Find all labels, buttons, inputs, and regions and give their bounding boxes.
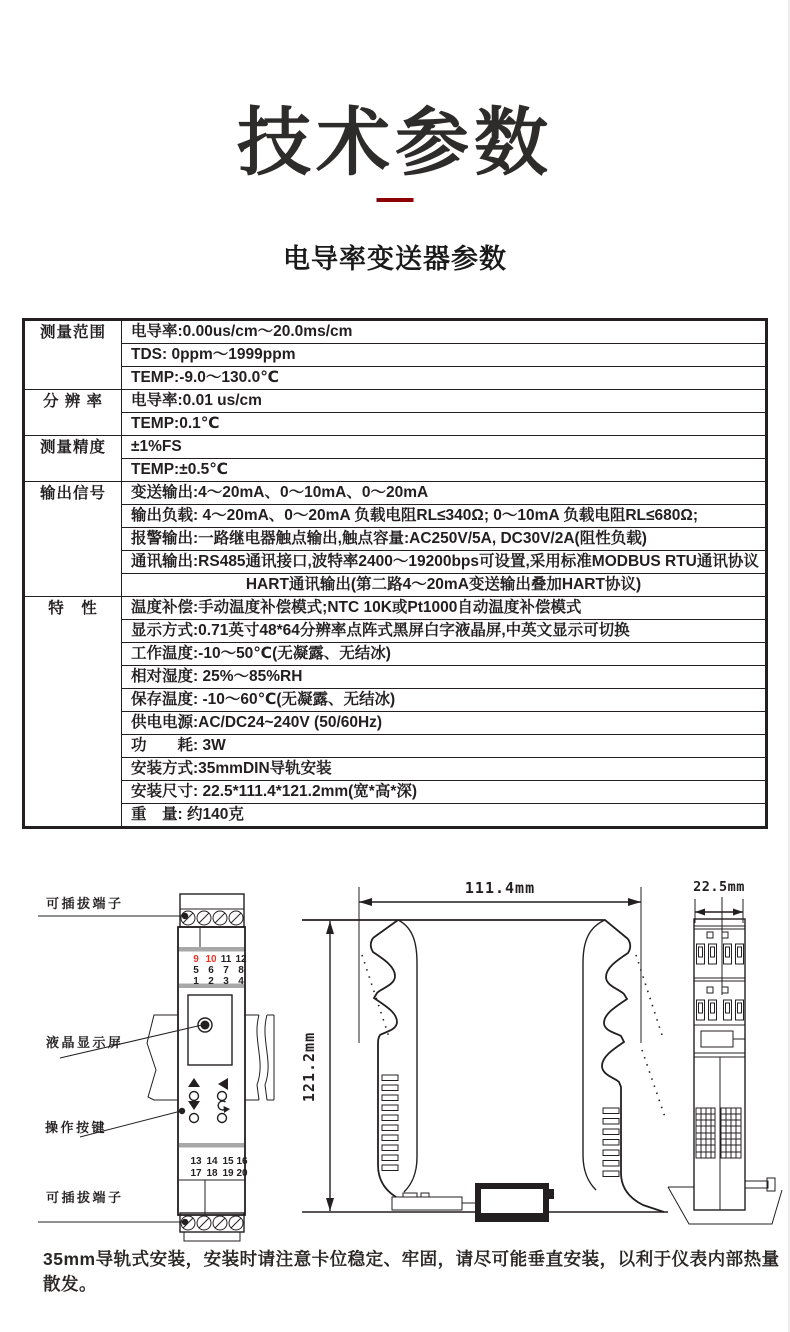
table-row <box>24 712 767 735</box>
spec-value-cell: 变送输出:4～20mA、0～10mA、0～20mA <box>122 482 767 505</box>
width-dimension <box>359 879 641 1043</box>
din-rail-graphic <box>147 1015 274 1100</box>
svg-text:19: 19 <box>222 1168 234 1179</box>
svg-text:13: 13 <box>190 1156 202 1167</box>
svg-text:18: 18 <box>206 1168 218 1179</box>
svg-text:液晶显示屏: 液晶显示屏 <box>46 1035 124 1050</box>
svg-text:15: 15 <box>222 1156 234 1167</box>
svg-text:可插拔端子: 可插拔端子 <box>46 896 124 911</box>
svg-text:8: 8 <box>238 965 244 976</box>
height-dimension <box>300 921 334 1211</box>
spec-group-header: 分 辨 率 <box>24 390 122 436</box>
operation-keys-graphic <box>188 1078 230 1123</box>
title-accent-divider <box>377 198 414 202</box>
spec-value-cell: TEMP:-9.0～130.0℃ <box>122 367 767 390</box>
top-terminal-block <box>180 894 244 927</box>
svg-text:111.4mm: 111.4mm <box>464 879 536 897</box>
svg-text:14: 14 <box>206 1156 218 1167</box>
svg-text:121.2mm: 121.2mm <box>300 1031 318 1103</box>
vent-grid-left <box>696 1108 715 1158</box>
spec-value-cell: 供电电源:AC/DC24~240V (50/60Hz) <box>122 712 767 735</box>
spec-value-cell: TEMP:±0.5℃ <box>122 459 767 482</box>
down-key-button <box>190 1114 199 1123</box>
lcd-display-graphic <box>188 995 232 1065</box>
table-row <box>24 574 767 597</box>
terminal-number-panel-top <box>193 954 247 987</box>
spec-value-cell: TDS: 0ppm～1999ppm <box>122 344 767 367</box>
din-clip-assembly <box>302 1186 668 1222</box>
down-arrow-icon <box>188 1101 200 1110</box>
table-row <box>24 551 767 574</box>
side-view-diagram <box>300 875 670 1245</box>
spec-table <box>22 318 768 829</box>
table-row <box>24 459 767 482</box>
vent-slots-right <box>603 1108 619 1177</box>
display-edge-window <box>701 1031 733 1047</box>
spec-group-header: 测量精度 <box>24 436 122 482</box>
spec-value-cell: 工作温度:-10～50℃(无凝露、无结冰) <box>122 643 767 666</box>
installation-note: 35mm导轨式安装，安装时请注意卡位稳定、牢固，请尽可能垂直安装，以利于仪表内部热量散发。 <box>43 1249 780 1294</box>
svg-text:17: 17 <box>190 1168 202 1179</box>
table-row <box>24 413 767 436</box>
end-view-diagram <box>665 875 790 1245</box>
table-row <box>24 620 767 643</box>
table-row <box>24 528 767 551</box>
table-row <box>24 505 767 528</box>
svg-text:7: 7 <box>223 965 229 976</box>
svg-text:6: 6 <box>208 965 214 976</box>
spec-value-cell: 安装方式:35mmDIN导轨安装 <box>122 758 767 781</box>
svg-text:1: 1 <box>193 976 199 987</box>
callout-top-terminal <box>38 896 188 919</box>
spec-value-cell: 显示方式:0.71英寸48*64分辨率点阵式黑屏白字液晶屏,中英文显示可切换 <box>122 620 767 643</box>
spec-value-cell: 功 耗: 3W <box>122 735 767 758</box>
spec-value-cell: 温度补偿:手动温度补偿模式;NTC 10K或Pt1000自动温度补偿模式 <box>122 597 767 620</box>
spec-value-cell: 通讯输出:RS485通讯接口,波特率2400～19200bps可设置,采用标准MODBUS RTU通讯协议 <box>122 551 767 574</box>
terminal-number-panel-bottom <box>190 1156 248 1179</box>
break-dots <box>642 1050 666 1120</box>
svg-text:2: 2 <box>208 976 214 987</box>
bottom-terminal-block <box>180 1213 244 1241</box>
spec-value-cell: 电导率:0.01 us/cm <box>122 390 767 413</box>
spec-value-cell: TEMP:0.1℃ <box>122 413 767 436</box>
table-row <box>24 781 767 804</box>
table-row <box>24 367 767 390</box>
spec-value-cell: 电导率:0.00us/cm～20.0ms/cm <box>122 320 767 344</box>
table-row <box>24 597 767 620</box>
svg-text:20: 20 <box>236 1168 248 1179</box>
left-arrow-icon <box>218 1078 228 1090</box>
front-view-diagram <box>30 875 300 1250</box>
spec-value-cell: 报警输出:一路继电器触点输出,触点容量:AC250V/5A, DC30V/2A(阻性负载) <box>122 528 767 551</box>
terminal-slot-row <box>697 1000 744 1020</box>
terminal-slot-row <box>697 944 744 964</box>
callout-keys <box>45 1108 185 1137</box>
svg-text:16: 16 <box>236 1156 248 1167</box>
screw-icon <box>181 1216 243 1230</box>
svg-text:操作按键: 操作按键 <box>45 1120 108 1135</box>
table-row <box>24 390 767 413</box>
svg-text:22.5mm: 22.5mm <box>693 879 745 895</box>
enter-key-button <box>218 1114 227 1123</box>
spec-value-cell: 安装尺寸: 22.5*111.4*121.2mm(宽*高*深) <box>122 781 767 804</box>
left-key-button <box>218 1092 227 1101</box>
svg-text:9: 9 <box>193 954 199 965</box>
table-row <box>24 482 767 505</box>
table-row <box>24 758 767 781</box>
spec-value-cell: 相对湿度: 25%～85%RH <box>122 666 767 689</box>
table-row <box>24 666 767 689</box>
table-row <box>24 804 767 828</box>
page-title: 技术参数 <box>237 101 553 184</box>
section-subtitle: 电导率变送器参数 <box>283 244 507 274</box>
table-row <box>24 643 767 666</box>
svg-text:12: 12 <box>235 954 247 965</box>
vent-grid-right <box>721 1108 741 1158</box>
spec-value-cell: ±1%FS <box>122 436 767 459</box>
svg-text:10: 10 <box>205 954 217 965</box>
svg-text:4: 4 <box>238 976 244 987</box>
vent-slots-left <box>382 1075 398 1171</box>
table-row <box>24 344 767 367</box>
svg-text:可插拔端子: 可插拔端子 <box>46 1190 124 1205</box>
table-row <box>24 735 767 758</box>
device-profile-body <box>694 919 745 1210</box>
break-dots <box>636 955 662 1035</box>
enter-loop-icon <box>218 1101 230 1113</box>
enclosure-outline <box>302 920 666 1212</box>
up-arrow-icon <box>188 1078 200 1087</box>
table-row <box>24 689 767 712</box>
spec-group-header: 特 性 <box>24 597 122 828</box>
divider-band <box>179 1143 244 1148</box>
spec-group-header: 测量范围 <box>24 320 122 390</box>
callout-bottom-terminal <box>38 1190 188 1225</box>
svg-text:5: 5 <box>193 965 199 976</box>
spec-value-cell: HART通讯输出(第二路4～20mA变送输出叠加HART协议) <box>122 574 767 597</box>
spec-value-cell: 保存温度: -10～60℃(无凝露、无结冰) <box>122 689 767 712</box>
svg-text:3: 3 <box>223 976 229 987</box>
spec-value-cell: 重 量: 约140克 <box>122 804 767 828</box>
spec-value-cell: 输出负载: 4～20mA、0～20mA 负载电阻RL≤340Ω; 0～10mA 负载电阻RL≤680Ω; <box>122 505 767 528</box>
spec-group-header: 输出信号 <box>24 482 122 597</box>
screw-icon <box>181 911 243 925</box>
up-key-button <box>190 1092 199 1101</box>
svg-text:11: 11 <box>220 954 232 965</box>
table-row <box>24 320 767 344</box>
table-row <box>24 436 767 459</box>
din-rail-graphic <box>668 1178 782 1224</box>
break-dots <box>362 955 390 1040</box>
